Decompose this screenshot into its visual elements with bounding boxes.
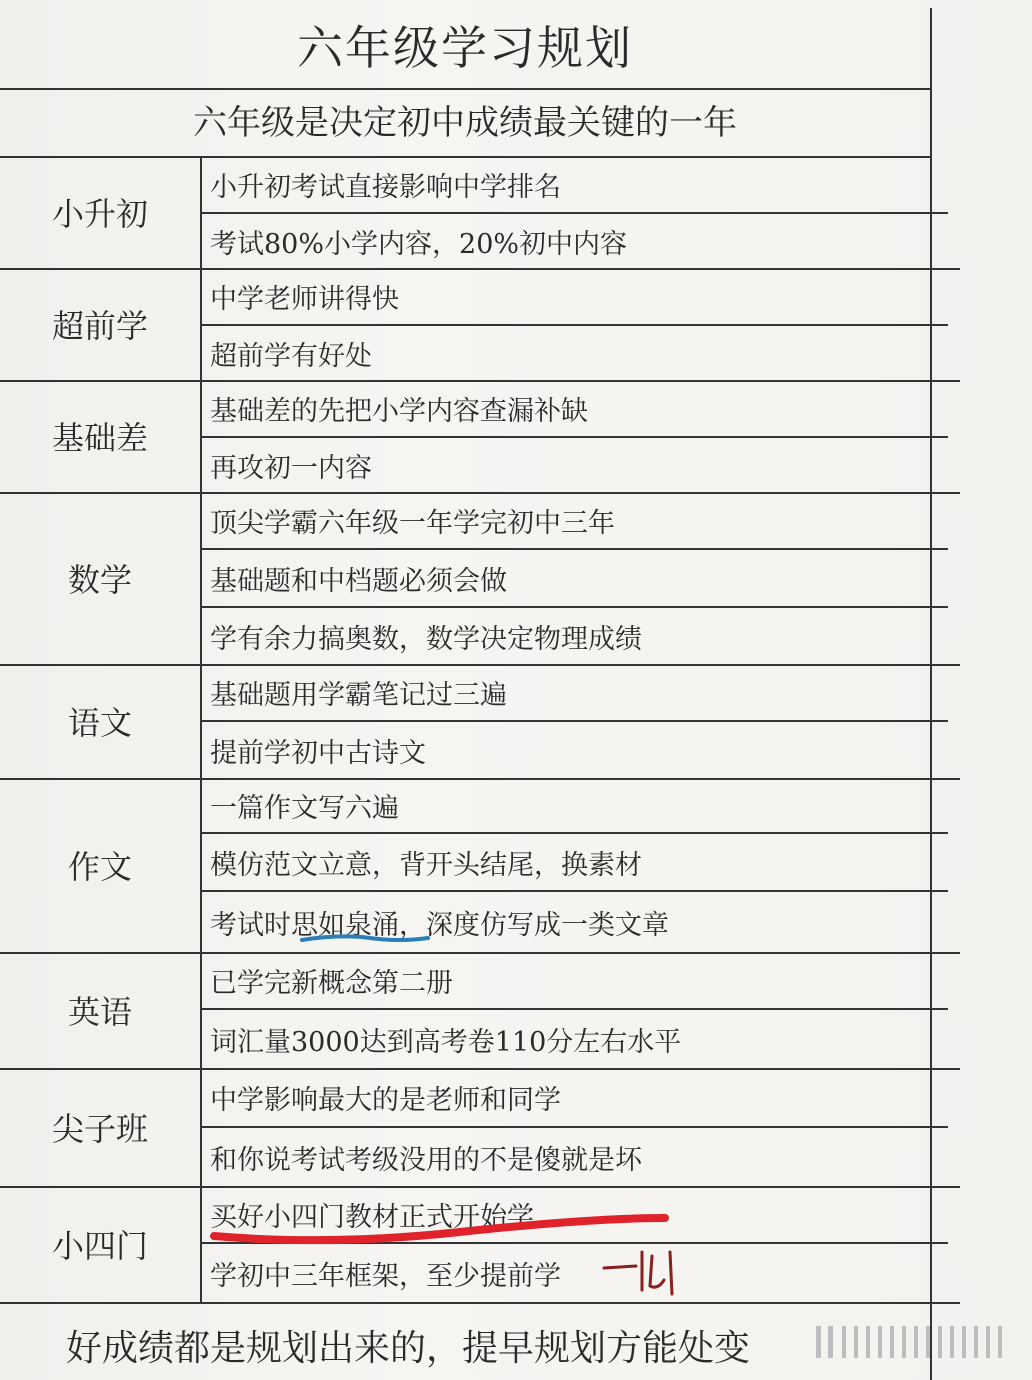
table-row-group xyxy=(0,1068,960,1188)
category-cell: 小升初 xyxy=(0,156,202,268)
table-row-group xyxy=(0,380,960,494)
list-item: 模仿范文立意，背开头结尾，换素材 xyxy=(202,832,948,890)
category-cell: 英语 xyxy=(0,952,202,1068)
page-footer-text: 好成绩都是规划出来的，提早规划方能处变 xyxy=(66,1328,751,1369)
watermark-bars xyxy=(808,1320,1018,1364)
blue-underline-mark xyxy=(300,930,430,948)
list-item: 中学老师讲得快 xyxy=(210,283,399,315)
category-cell: 尖子班 xyxy=(0,1068,202,1186)
list-item: 再攻初一内容 xyxy=(202,436,948,492)
list-item: 小升初考试直接影响中学排名 xyxy=(210,171,561,203)
list-item: 一篇作文写六遍 xyxy=(210,792,399,824)
category-cell: 语文 xyxy=(0,664,202,778)
red-underline-mark xyxy=(210,1206,670,1246)
list-item: 学初中三年框架，至少提前学 xyxy=(202,1242,948,1302)
category-cell: 基础差 xyxy=(0,380,202,492)
table-row-group xyxy=(0,952,960,1070)
category-cell: 作文 xyxy=(0,778,202,952)
list-item: 顶尖学霸六年级一年学完初中三年 xyxy=(210,507,615,539)
list-item: 中学影响最大的是老师和同学 xyxy=(210,1084,561,1116)
list-item: 和你说考试考级没用的不是傻就是坏 xyxy=(202,1126,948,1186)
page-subtitle: 六年级是决定初中成绩最关键的一年 xyxy=(0,90,930,158)
table-row-group xyxy=(0,664,960,780)
list-item: 考试时思如泉涌，深度仿写成一类文章 xyxy=(202,890,948,952)
list-item: 提前学初中古诗文 xyxy=(202,720,948,778)
list-item: 学有余力搞奥数，数学决定物理成绩 xyxy=(202,606,948,664)
list-item: 基础差的先把小学内容查漏补缺 xyxy=(210,395,588,427)
category-cell: 小四门 xyxy=(0,1186,202,1302)
list-item: 已学完新概念第二册 xyxy=(210,967,453,999)
table-row-group xyxy=(0,268,960,382)
list-item: 买好小四门教材正式开始学 xyxy=(210,1201,534,1233)
list-item: 考试80%小学内容，20%初中内容 xyxy=(202,212,948,268)
category-cell: 超前学 xyxy=(0,268,202,380)
list-item: 基础题和中档题必须会做 xyxy=(202,548,948,606)
page-title: 六年级学习规划 xyxy=(0,8,930,90)
table-row-group xyxy=(0,156,960,270)
list-item: 基础题用学霸笔记过三遍 xyxy=(210,679,507,711)
list-item: 超前学有好处 xyxy=(202,324,948,380)
list-item: 词汇量3000达到高考卷110分左右水平 xyxy=(202,1008,948,1068)
category-cell: 数学 xyxy=(0,492,202,664)
handwritten-annotation xyxy=(598,1246,688,1296)
table-row-group xyxy=(0,492,960,666)
table-row-group xyxy=(0,778,960,954)
